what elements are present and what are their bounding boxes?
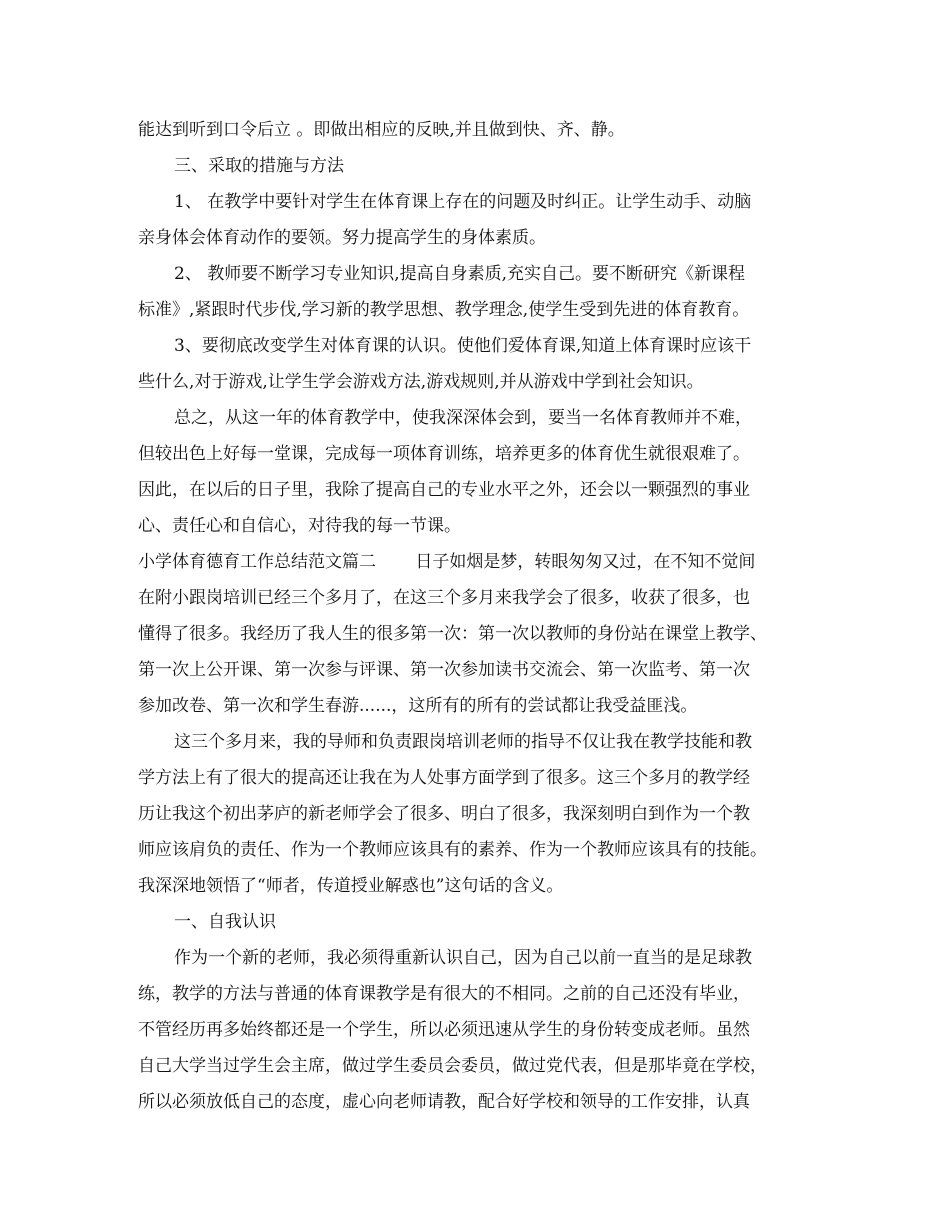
text-line: 三、采取的措施与方法 (174, 156, 344, 176)
text-line: 1、 在教学中要针对学生在体育课上存在的问题及时纠正。让学生动手、动脑 (174, 192, 752, 212)
text-line: 学方法上有了很大的提高还让我在为人处事方面学到了很多。这三个多月的教学经 (138, 768, 750, 788)
text-line: 练，教学的方法与普通的体育课教学是有很大的不相同。之前的自己还没有毕业， (138, 984, 750, 1004)
text-line: 总之，从这一年的体育教学中，使我深深体会到，要当一名体育教师并不难， (174, 408, 752, 428)
text-line: 2、 教师要不断学习专业知识,提高自身素质,充实自己。要不断研究《新课程 (174, 264, 746, 284)
text-line: 在附小跟岗培训已经三个多月了，在这三个多月来我学会了很多，收获了很多，也 (138, 588, 750, 608)
text-line: 懂得了很多。我经历了我人生的很多第一次：第一次以教师的身份站在课堂上教学、 (138, 624, 767, 644)
document-body (138, 112, 830, 1120)
text-line: 亲身体会体育动作的要领。努力提高学生的身体素质。 (138, 228, 546, 248)
text-line: 参加改卷、第一次和学生春游......，这所有的所有的尝试都让我受益匪浅。 (138, 696, 698, 716)
text-line: 标准》,紧跟时代步伐,学习新的教学思想、教学理念,使学生受到先进的体育教育。 (138, 300, 750, 320)
text-line: 能达到听到口令后立 。即做出相应的反映,并且做到快、齐、静。 (138, 120, 625, 140)
text-line: 师应该肩负的责任、作为一个教师应该具有的素养、作为一个教师应该具有的技能。 (138, 840, 767, 860)
text-line: 这三个多月来，我的导师和负责跟岗培训老师的指导不仅让我在教学技能和教 (174, 732, 752, 752)
text-line: 心、责任心和自信心，对待我的每一节课。 (138, 516, 461, 536)
text-line: 一、自我认识 (174, 912, 276, 932)
text-line: 不管经历再多始终都还是一个学生，所以必须迅速从学生的身份转变成老师。虽然 (138, 1020, 750, 1040)
text-line: 第一次上公开课、第一次参与评课、第一次参加读书交流会、第一次监考、第一次 (138, 660, 750, 680)
text-line: 3、要彻底改变学生对体育课的认识。使他们爱体育课,知道上体育课时应该干 (174, 336, 752, 356)
text-line: 小学体育德育工作总结范文篇二 日子如烟是梦，转眼匆匆又过，在不知不觉间 (138, 552, 756, 572)
text-line: 所以必须放低自己的态度，虚心向老师请教，配合好学校和领导的工作安排，认真 (138, 1092, 750, 1112)
text-line: 自己大学当过学生会主席，做过学生委员会委员，做过党代表，但是那毕竟在学校， (138, 1056, 767, 1076)
text-line: 作为一个新的老师，我必须得重新认识自己，因为自己以前一直当的是足球教 (174, 948, 752, 968)
text-line: 但较出色上好每一堂课，完成每一项体育训练，培养更多的体育优生就很艰难了。 (138, 444, 750, 464)
text-line: 我深深地领悟了“师者，传道授业解惑也”这句话的含义。 (138, 876, 564, 896)
text-line: 历让我这个初出茅庐的新老师学会了很多、明白了很多，我深刻明白到作为一个教 (138, 804, 750, 824)
text-line: 些什么,对于游戏,让学生学会游戏方法,游戏规则,并从游戏中学到社会知识。 (138, 372, 704, 392)
text-line: 因此，在以后的日子里，我除了提高自己的专业水平之外，还会以一颗强烈的事业 (138, 480, 750, 500)
